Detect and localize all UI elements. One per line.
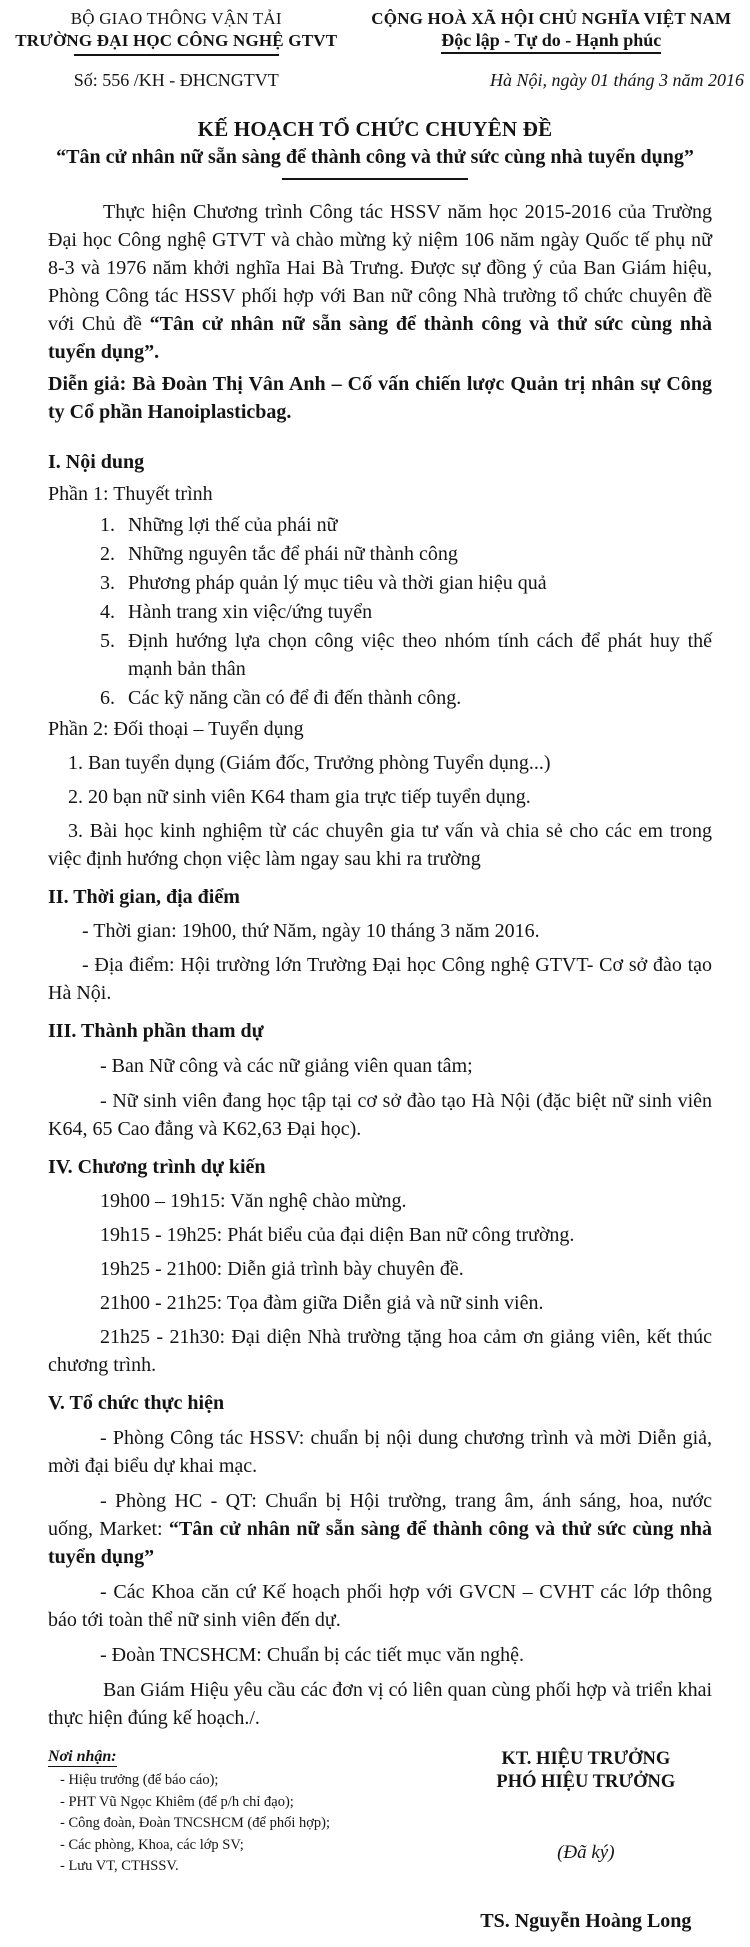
place-date: Hà Nội, ngày 01 tháng 3 năm 2016 bbox=[353, 70, 750, 91]
section-heading-chuong-trinh: IV. Chương trình dự kiến bbox=[48, 1153, 712, 1181]
section-heading-thoi-gian: II. Thời gian, địa điểm bbox=[48, 883, 712, 911]
university-name: TRƯỜNG ĐẠI HỌC CÔNG NGHỆ GTVT bbox=[0, 30, 353, 52]
part2-item-1: 1. Ban tuyển dụng (Giám đốc, Trưởng phòng Tuyển dụng...) bbox=[48, 749, 712, 777]
closing-paragraph: Ban Giám Hiệu yêu cầu các đơn vị có liên quan cùng phối hợp và triển khai thực hiện đúng kế hoạch./. bbox=[48, 1676, 712, 1732]
intro-theme-quote: “Tân cử nhân nữ sẵn sàng để thành công và thử sức cùng nhà tuyển dụng”. bbox=[48, 313, 712, 363]
part1-list bbox=[48, 511, 712, 712]
section-heading-noi-dung: I. Nội dung bbox=[48, 448, 712, 476]
national-motto-block bbox=[353, 8, 750, 56]
signed-note: (Đã ký) bbox=[432, 1842, 740, 1864]
signature-block bbox=[422, 1748, 740, 1933]
signer-title-pho: PHÓ HIỆU TRƯỞNG bbox=[432, 1771, 740, 1794]
document-header bbox=[0, 8, 750, 56]
part1-item-1: Những lợi thế của phái nữ bbox=[100, 511, 712, 539]
recipient-item-4: - Các phòng, Khoa, các lớp SV; bbox=[60, 1835, 422, 1857]
speaker-line: Diễn giả: Bà Đoàn Thị Vân Anh – Cố vấn chiến lược Quản trị nhân sự Công ty Cổ phần Hanoiplasticbag. bbox=[48, 370, 712, 426]
schedule-item-3: 19h25 - 21h00: Diễn giả trình bày chuyên đề. bbox=[48, 1255, 712, 1283]
location-line: - Địa điểm: Hội trường lớn Trường Đại học Công nghệ GTVT- Cơ sở đào tạo Hà Nội. bbox=[48, 951, 712, 1007]
document-body bbox=[0, 180, 750, 1736]
recipient-item-1: - Hiệu trưởng (để báo cáo); bbox=[60, 1770, 422, 1792]
part1-item-2: Những nguyên tắc để phái nữ thành công bbox=[100, 540, 712, 568]
part2-item-2: 2. 20 bạn nữ sinh viên K64 tham gia trực tiếp tuyển dụng. bbox=[48, 783, 712, 811]
org-item-hcqt bbox=[48, 1487, 712, 1571]
number-date-row bbox=[0, 70, 750, 91]
org-item-hcqt-theme-quote: “Tân cử nhân nữ sẵn sàng để thành công và thử sức cùng nhà tuyển dụng” bbox=[48, 1518, 712, 1568]
part1-label: Phần 1: Thuyết trình bbox=[48, 480, 712, 508]
ministry-name: BỘ GIAO THÔNG VẬN TẢI bbox=[0, 8, 353, 30]
org-item-hcqt-text: - Phòng HC - QT: Chuẩn bị Hội trường, trang âm, ánh sáng, hoa, nước uống, Market: bbox=[48, 1490, 712, 1540]
schedule-item-5: 21h25 - 21h30: Đại diện Nhà trường tặng hoa cảm ơn giảng viên, kết thúc chương trình. bbox=[48, 1323, 712, 1379]
org-item-hssv: - Phòng Công tác HSSV: chuẩn bị nội dung chương trình và mời Diễn giả, mời đại biểu dự khai mạc. bbox=[48, 1424, 712, 1480]
schedule-item-4: 21h00 - 21h25: Tọa đàm giữa Diễn giả và nữ sinh viên. bbox=[48, 1289, 712, 1317]
section-heading-thanh-phan: III. Thành phần tham dự bbox=[48, 1017, 712, 1045]
signer-name: TS. Nguyễn Hoàng Long bbox=[432, 1910, 740, 1933]
section-heading-to-chuc: V. Tổ chức thực hiện bbox=[48, 1389, 712, 1417]
document-title: KẾ HOẠCH TỔ CHỨC CHUYÊN ĐỀ bbox=[0, 117, 750, 142]
participants-item-1: - Ban Nữ công và các nữ giảng viên quan tâm; bbox=[48, 1052, 712, 1080]
recipient-item-3: - Công đoàn, Đoàn TNCSHCM (để phối hợp); bbox=[60, 1813, 422, 1835]
part2-label: Phần 2: Đối thoại – Tuyển dụng bbox=[48, 715, 712, 743]
signer-title-kt: KT. HIỆU TRƯỞNG bbox=[432, 1748, 740, 1771]
part1-item-4: Hành trang xin việc/ứng tuyển bbox=[100, 598, 712, 626]
time-line: - Thời gian: 19h00, thứ Năm, ngày 10 tháng 3 năm 2016. bbox=[48, 917, 712, 945]
national-title: CỘNG HOÀ XÃ HỘI CHỦ NGHĨA VIỆT NAM bbox=[353, 8, 750, 30]
part1-item-5: Định hướng lựa chọn công việc theo nhóm tính cách để phát huy thế mạnh bản thân bbox=[100, 627, 712, 683]
document-footer bbox=[0, 1736, 750, 1947]
university-underline bbox=[74, 54, 279, 56]
intro-text: Thực hiện Chương trình Công tác HSSV năm học 2015-2016 của Trường Đại học Công nghệ GTVT và chào mừng kỷ niệm 106 năm ngày Quốc tế phụ nữ 8-3 và 1976 năm khởi nghĩa Hai Bà Trưng. Được sự đồng ý của Ban Giám hiệu, Phòng Công tác HSSV phối hợp với Ban nữ công Nhà trường tổ chức chuyên đề với Chủ đề bbox=[48, 201, 712, 335]
org-item-doan: - Đoàn TNCSHCM: Chuẩn bị các tiết mục văn nghệ. bbox=[48, 1641, 712, 1669]
recipient-item-2: - PHT Vũ Ngọc Khiêm (để p/h chỉ đạo); bbox=[60, 1792, 422, 1814]
schedule-item-2: 19h15 - 19h25: Phát biểu của đại diện Ban nữ công trường. bbox=[48, 1221, 712, 1249]
recipients-list bbox=[60, 1770, 422, 1878]
recipient-item-5: - Lưu VT, CTHSSV. bbox=[60, 1856, 422, 1878]
part2-item-3: 3. Bài học kinh nghiệm từ các chuyên gia tư vấn và chia sẻ cho các em trong việc định hướng chọn việc làm ngay sau khi ra trường bbox=[48, 817, 712, 873]
theme-title: “Tân cử nhân nữ sẵn sàng để thành công và thử sức cùng nhà tuyển dụng” bbox=[0, 146, 750, 169]
org-item-khoa: - Các Khoa căn cứ Kế hoạch phối hợp với GVCN – CVHT các lớp thông báo tới toàn thể nữ sinh viên đến dự. bbox=[48, 1578, 712, 1634]
part1-item-6: Các kỹ năng cần có để đi đến thành công. bbox=[100, 684, 712, 712]
part1-item-3: Phương pháp quản lý mục tiêu và thời gian hiệu quả bbox=[100, 569, 712, 597]
recipients-title: Nơi nhận: bbox=[48, 1748, 117, 1767]
schedule-item-1: 19h00 – 19h15: Văn nghệ chào mừng. bbox=[48, 1187, 712, 1215]
participants-item-2: - Nữ sinh viên đang học tập tại cơ sở đào tạo Hà Nội (đặc biệt nữ sinh viên K64, 65 Cao đẳng và K62,63 Đại học). bbox=[48, 1087, 712, 1143]
national-motto: Độc lập - Tự do - Hạnh phúc bbox=[441, 30, 661, 54]
intro-paragraph bbox=[48, 198, 712, 366]
document-number: Số: 556 /KH - ĐHCNGTVT bbox=[0, 70, 353, 91]
recipients-block bbox=[48, 1748, 422, 1933]
issuing-agency-block bbox=[0, 8, 353, 56]
